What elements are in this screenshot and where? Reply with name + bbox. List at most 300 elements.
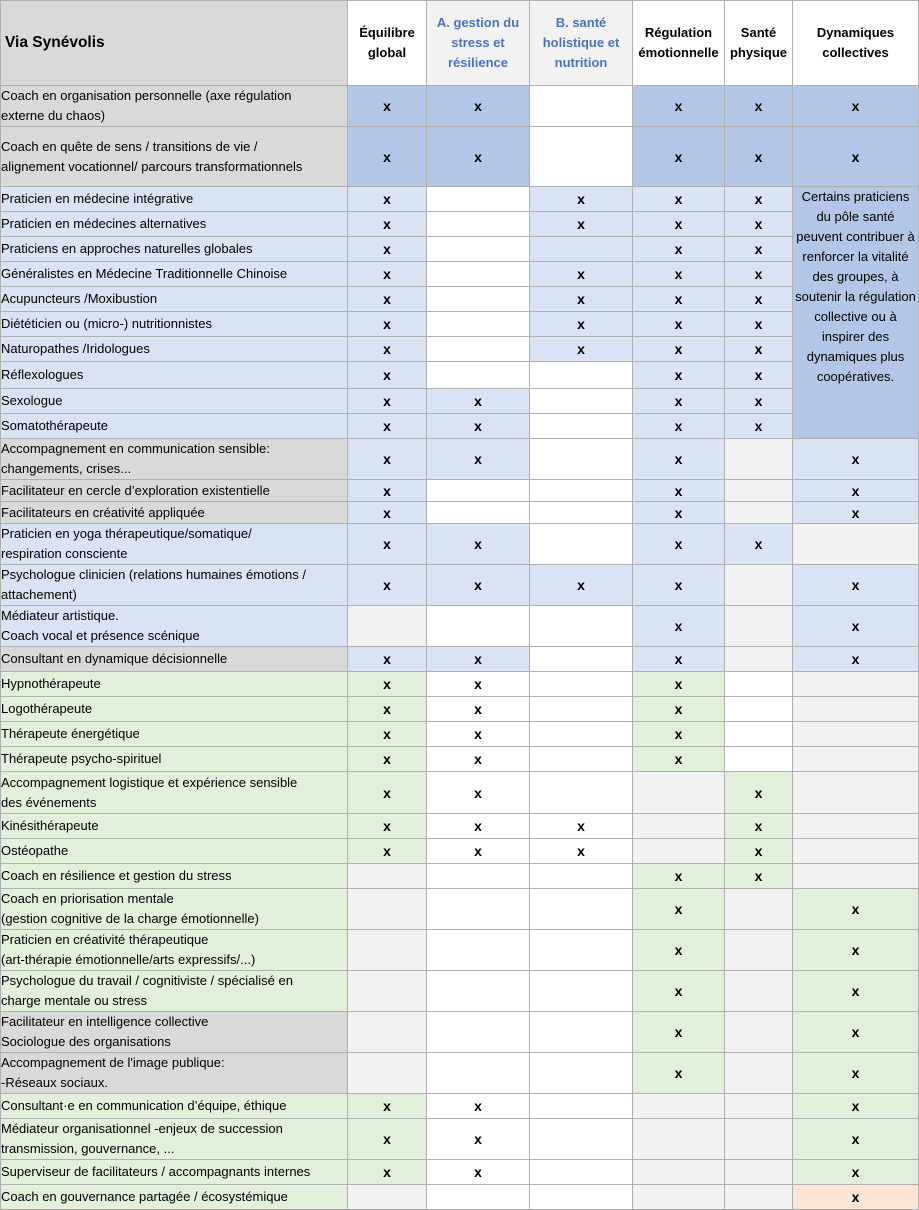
- row-label-line: (gestion cognitive de la charge émotionnelle): [1, 911, 259, 926]
- row-label-line: Praticien en créativité thérapeutique: [1, 932, 209, 947]
- empty-cell: [530, 362, 633, 389]
- check-mark-cell: x: [793, 1185, 919, 1210]
- empty-cell: [530, 1012, 633, 1053]
- check-mark-cell: x: [793, 930, 919, 971]
- empty-cell: [725, 1053, 793, 1094]
- row-label: [1, 1053, 348, 1094]
- check-mark-cell: x: [633, 502, 725, 524]
- check-mark-cell: x: [427, 565, 530, 606]
- empty-cell: [427, 262, 530, 287]
- table-row: [1, 414, 919, 439]
- empty-cell: [530, 480, 633, 502]
- empty-cell: [348, 930, 427, 971]
- empty-cell: [530, 1119, 633, 1160]
- empty-cell: [427, 1053, 530, 1094]
- check-mark-cell: x: [725, 127, 793, 187]
- empty-cell: [725, 502, 793, 524]
- table-row: [1, 747, 919, 772]
- check-mark-cell: x: [427, 439, 530, 480]
- table-row: [1, 772, 919, 814]
- row-label: [1, 502, 348, 524]
- check-mark-cell: x: [427, 839, 530, 864]
- column-header-equilibre-global: Équilibre global: [348, 1, 427, 86]
- empty-cell: [427, 187, 530, 212]
- empty-cell: [530, 524, 633, 565]
- check-mark-cell: x: [348, 480, 427, 502]
- table-row: [1, 127, 919, 187]
- table-row: [1, 1160, 919, 1185]
- column-header-gestion-stress-resilience: A. gestion du stress et résilience: [427, 1, 530, 86]
- empty-cell: [530, 237, 633, 262]
- row-label-line: Réflexologues: [1, 367, 84, 382]
- empty-cell: [348, 1053, 427, 1094]
- table-row: [1, 697, 919, 722]
- check-mark-cell: x: [725, 262, 793, 287]
- row-label-line: transmission, gouvernance, ...: [1, 1141, 175, 1156]
- empty-cell: [725, 1012, 793, 1053]
- check-mark-cell: x: [633, 312, 725, 337]
- row-label: [1, 524, 348, 565]
- check-mark-cell: x: [633, 647, 725, 672]
- empty-cell: [427, 889, 530, 930]
- empty-cell: [530, 1053, 633, 1094]
- check-mark-cell: x: [633, 337, 725, 362]
- row-label: [1, 1119, 348, 1160]
- row-label-line: Accompagnement de l'image publique:: [1, 1055, 225, 1070]
- row-label-line: Facilitateur en cercle d’exploration existentielle: [1, 482, 270, 498]
- check-mark-cell: x: [427, 647, 530, 672]
- row-label: [1, 362, 348, 389]
- row-label-line: Médiateur organisationnel -enjeux de succession: [1, 1121, 283, 1136]
- row-label-line: Somatothérapeute: [1, 418, 108, 433]
- check-mark-cell: x: [633, 971, 725, 1012]
- check-mark-cell: x: [427, 1119, 530, 1160]
- check-mark-cell: x: [725, 86, 793, 127]
- empty-cell: [530, 864, 633, 889]
- check-mark-cell: x: [348, 237, 427, 262]
- table-row: [1, 312, 919, 337]
- empty-cell: [348, 1185, 427, 1210]
- empty-cell: [427, 1012, 530, 1053]
- check-mark-cell: x: [725, 814, 793, 839]
- table-row: [1, 187, 919, 212]
- check-mark-cell: x: [348, 439, 427, 480]
- empty-cell: [793, 864, 919, 889]
- check-mark-cell: x: [633, 389, 725, 414]
- empty-cell: [427, 930, 530, 971]
- row-label: [1, 287, 348, 312]
- row-label-line: Coach en gouvernance partagée / écosystémique: [1, 1189, 288, 1204]
- empty-cell: [530, 1160, 633, 1185]
- check-mark-cell: x: [725, 772, 793, 814]
- check-mark-cell: x: [530, 262, 633, 287]
- table-row: [1, 524, 919, 565]
- column-header-sante-physique: Santé physique: [725, 1, 793, 86]
- empty-cell: [530, 747, 633, 772]
- row-label-line: -Réseaux sociaux.: [1, 1075, 108, 1090]
- check-mark-cell: x: [348, 127, 427, 187]
- check-mark-cell: x: [530, 839, 633, 864]
- check-mark-cell: x: [633, 212, 725, 237]
- check-mark-cell: x: [348, 262, 427, 287]
- check-mark-cell: x: [348, 1119, 427, 1160]
- check-mark-cell: x: [793, 606, 919, 647]
- empty-cell: [530, 414, 633, 439]
- row-label: [1, 606, 348, 647]
- table-row: [1, 287, 919, 312]
- row-label-line: Accompagnement logistique et expérience sensible: [1, 774, 298, 790]
- check-mark-cell: x: [633, 606, 725, 647]
- table-row: [1, 1185, 919, 1210]
- row-label-line: Praticien en médecine intégrative: [1, 191, 194, 206]
- check-mark-cell: x: [427, 1160, 530, 1185]
- check-mark-cell: x: [633, 362, 725, 389]
- check-mark-cell: x: [348, 86, 427, 127]
- row-label-line: Coach en résilience et gestion du stress: [1, 868, 232, 883]
- check-mark-cell: x: [427, 1094, 530, 1119]
- row-label: [1, 312, 348, 337]
- check-mark-cell: x: [725, 414, 793, 439]
- row-label-line: Hypnothérapeute: [1, 676, 101, 691]
- check-mark-cell: x: [427, 747, 530, 772]
- row-label: [1, 212, 348, 237]
- row-label: [1, 747, 348, 772]
- empty-cell: [725, 480, 793, 502]
- check-mark-cell: x: [793, 1012, 919, 1053]
- empty-cell: [725, 672, 793, 697]
- check-mark-cell: x: [793, 889, 919, 930]
- table-row: [1, 1053, 919, 1094]
- check-mark-cell: x: [633, 1053, 725, 1094]
- check-mark-cell: x: [793, 1053, 919, 1094]
- table-row: [1, 1012, 919, 1053]
- check-mark-cell: x: [793, 1119, 919, 1160]
- row-label-line: Médiateur artistique.: [1, 608, 119, 623]
- empty-cell: [793, 772, 919, 814]
- empty-cell: [427, 212, 530, 237]
- check-mark-cell: x: [427, 697, 530, 722]
- empty-cell: [725, 1160, 793, 1185]
- row-label: [1, 647, 348, 672]
- row-label-line: Coach en organisation personnelle (axe régulation: [1, 88, 292, 103]
- empty-cell: [793, 697, 919, 722]
- row-label-line: Coach vocal et présence scénique: [1, 628, 200, 643]
- empty-cell: [793, 814, 919, 839]
- check-mark-cell: x: [348, 722, 427, 747]
- check-mark-cell: x: [793, 647, 919, 672]
- check-mark-cell: x: [633, 237, 725, 262]
- table-row: [1, 814, 919, 839]
- check-mark-cell: x: [633, 187, 725, 212]
- empty-cell: [348, 1012, 427, 1053]
- check-mark-cell: x: [633, 930, 725, 971]
- check-mark-cell: x: [725, 362, 793, 389]
- row-label: [1, 480, 348, 502]
- check-mark-cell: x: [633, 747, 725, 772]
- row-label-line: Thérapeute psycho-spirituel: [1, 751, 162, 766]
- empty-cell: [530, 1185, 633, 1210]
- check-mark-cell: x: [793, 1160, 919, 1185]
- empty-cell: [725, 889, 793, 930]
- check-mark-cell: x: [348, 287, 427, 312]
- check-mark-cell: x: [427, 86, 530, 127]
- check-mark-cell: x: [348, 389, 427, 414]
- empty-cell: [725, 722, 793, 747]
- check-mark-cell: x: [633, 287, 725, 312]
- empty-cell: [530, 86, 633, 127]
- row-label: [1, 971, 348, 1012]
- table-row: [1, 565, 919, 606]
- empty-cell: [725, 565, 793, 606]
- empty-cell: [427, 287, 530, 312]
- empty-cell: [427, 312, 530, 337]
- table-row: [1, 839, 919, 864]
- row-label-line: Diététicien ou (micro-) nutritionnistes: [1, 316, 212, 331]
- empty-cell: [725, 747, 793, 772]
- row-label: [1, 1185, 348, 1210]
- row-label-line: Praticiens en approches naturelles globales: [1, 241, 253, 256]
- row-label-line: Ostéopathe: [1, 843, 69, 858]
- empty-cell: [725, 697, 793, 722]
- empty-cell: [725, 647, 793, 672]
- health-pole-note: Certains praticiens du pôle santé peuvent contribuer à renforcer la vitalité des groupes, à soutenir la régulation collective ou à inspirer des dynamiques plus coopératives.: [793, 187, 919, 439]
- check-mark-cell: x: [348, 1094, 427, 1119]
- row-label: [1, 262, 348, 287]
- row-label-line: Praticien en médecines alternatives: [1, 216, 207, 231]
- row-label-line: Sociologue des organisations: [1, 1034, 171, 1049]
- row-label: [1, 414, 348, 439]
- empty-cell: [793, 524, 919, 565]
- check-mark-cell: x: [725, 839, 793, 864]
- table-row: [1, 647, 919, 672]
- check-mark-cell: x: [348, 524, 427, 565]
- table-row: [1, 86, 919, 127]
- check-mark-cell: x: [348, 362, 427, 389]
- row-label-line: Facilitateurs en créativité appliquée: [1, 504, 205, 520]
- table-row: [1, 606, 919, 647]
- check-mark-cell: x: [725, 187, 793, 212]
- column-header-sante-holistique-nutrition: B. santé holistique et nutrition: [530, 1, 633, 86]
- empty-cell: [793, 672, 919, 697]
- check-mark-cell: x: [633, 722, 725, 747]
- empty-cell: [530, 971, 633, 1012]
- empty-cell: [427, 1185, 530, 1210]
- row-label-line: externe du chaos): [1, 108, 106, 123]
- empty-cell: [633, 772, 725, 814]
- empty-cell: [793, 722, 919, 747]
- empty-cell: [530, 606, 633, 647]
- check-mark-cell: x: [725, 337, 793, 362]
- check-mark-cell: x: [633, 697, 725, 722]
- row-label: [1, 439, 348, 480]
- empty-cell: [530, 389, 633, 414]
- check-mark-cell: x: [633, 1012, 725, 1053]
- table-row: [1, 439, 919, 480]
- empty-cell: [530, 889, 633, 930]
- row-label: [1, 930, 348, 971]
- check-mark-cell: x: [633, 86, 725, 127]
- check-mark-cell: x: [348, 414, 427, 439]
- empty-cell: [427, 971, 530, 1012]
- check-mark-cell: x: [530, 337, 633, 362]
- check-mark-cell: x: [633, 672, 725, 697]
- check-mark-cell: x: [348, 647, 427, 672]
- row-label: [1, 697, 348, 722]
- check-mark-cell: x: [530, 287, 633, 312]
- empty-cell: [427, 606, 530, 647]
- empty-cell: [530, 672, 633, 697]
- row-label-line: alignement vocationnel/ parcours transformationnels: [1, 158, 303, 174]
- check-mark-cell: x: [530, 312, 633, 337]
- table-row: [1, 502, 919, 524]
- row-label-line: Consultant·e en communication d’équipe, éthique: [1, 1098, 287, 1113]
- table-row: [1, 1094, 919, 1119]
- table-row: [1, 337, 919, 362]
- check-mark-cell: x: [348, 747, 427, 772]
- check-mark-cell: x: [793, 480, 919, 502]
- check-mark-cell: x: [793, 565, 919, 606]
- table-row: [1, 864, 919, 889]
- empty-cell: [725, 1094, 793, 1119]
- empty-cell: [725, 1185, 793, 1210]
- empty-cell: [725, 1119, 793, 1160]
- check-mark-cell: x: [348, 312, 427, 337]
- row-label-line: respiration consciente: [1, 546, 128, 561]
- table-row: [1, 362, 919, 389]
- empty-cell: [633, 814, 725, 839]
- table-row: [1, 262, 919, 287]
- empty-cell: [633, 1185, 725, 1210]
- empty-cell: [530, 439, 633, 480]
- header-row: [1, 1, 919, 86]
- row-label-line: Accompagnement en communication sensible:: [1, 441, 270, 456]
- column-header-dynamiques-collectives: Dynamiques collectives: [793, 1, 919, 86]
- row-label: [1, 672, 348, 697]
- check-mark-cell: x: [725, 864, 793, 889]
- empty-cell: [530, 722, 633, 747]
- check-mark-cell: x: [427, 772, 530, 814]
- check-mark-cell: x: [348, 1160, 427, 1185]
- check-mark-cell: x: [530, 187, 633, 212]
- check-mark-cell: x: [793, 502, 919, 524]
- empty-cell: [427, 502, 530, 524]
- row-label: [1, 1160, 348, 1185]
- check-mark-cell: x: [633, 262, 725, 287]
- check-mark-cell: x: [793, 439, 919, 480]
- check-mark-cell: x: [633, 480, 725, 502]
- row-label-line: Naturopathes /Iridologues: [1, 341, 150, 356]
- check-mark-cell: x: [348, 565, 427, 606]
- empty-cell: [427, 237, 530, 262]
- row-label-line: Acupuncteurs /Moxibustion: [1, 291, 158, 306]
- empty-cell: [725, 971, 793, 1012]
- check-mark-cell: x: [530, 212, 633, 237]
- check-mark-cell: x: [530, 565, 633, 606]
- row-label-line: Sexologue: [1, 393, 63, 408]
- empty-cell: [348, 606, 427, 647]
- row-label-line: Psychologue du travail / cognitiviste / spécialisé en: [1, 973, 293, 988]
- row-label: [1, 127, 348, 187]
- empty-cell: [348, 889, 427, 930]
- empty-cell: [530, 772, 633, 814]
- empty-cell: [793, 839, 919, 864]
- check-mark-cell: x: [427, 524, 530, 565]
- table-row: [1, 672, 919, 697]
- row-label: [1, 772, 348, 814]
- empty-cell: [427, 362, 530, 389]
- empty-cell: [793, 747, 919, 772]
- empty-cell: [725, 606, 793, 647]
- table-row: [1, 930, 919, 971]
- row-label-line: Psychologue clinicien (relations humaines émotions /: [1, 567, 306, 582]
- check-mark-cell: x: [427, 414, 530, 439]
- table-row: [1, 1119, 919, 1160]
- check-mark-cell: x: [725, 524, 793, 565]
- row-label-line: attachement): [1, 587, 77, 602]
- empty-cell: [725, 439, 793, 480]
- empty-cell: [427, 480, 530, 502]
- empty-cell: [633, 1160, 725, 1185]
- empty-cell: [530, 647, 633, 672]
- check-mark-cell: x: [348, 672, 427, 697]
- row-label: [1, 337, 348, 362]
- check-mark-cell: x: [530, 814, 633, 839]
- check-mark-cell: x: [633, 414, 725, 439]
- row-label-line: Kinésithérapeute: [1, 818, 99, 833]
- check-mark-cell: x: [793, 86, 919, 127]
- check-mark-cell: x: [793, 1094, 919, 1119]
- check-mark-cell: x: [348, 337, 427, 362]
- row-label-line: Coach en quête de sens / transitions de vie /: [1, 138, 258, 154]
- check-mark-cell: x: [725, 389, 793, 414]
- row-label: [1, 839, 348, 864]
- row-label: [1, 86, 348, 127]
- row-label-line: charge mentale ou stress: [1, 993, 147, 1008]
- row-label: [1, 889, 348, 930]
- table-row: [1, 237, 919, 262]
- row-label-line: des événements: [1, 794, 97, 810]
- check-mark-cell: x: [633, 524, 725, 565]
- row-label: [1, 187, 348, 212]
- table-title: Via Synévolis: [1, 1, 348, 86]
- empty-cell: [530, 697, 633, 722]
- table-row: [1, 889, 919, 930]
- empty-cell: [725, 930, 793, 971]
- row-label: [1, 237, 348, 262]
- empty-cell: [530, 930, 633, 971]
- table-row: [1, 971, 919, 1012]
- table-row: [1, 722, 919, 747]
- check-mark-cell: x: [348, 187, 427, 212]
- check-mark-cell: x: [633, 127, 725, 187]
- empty-cell: [633, 1119, 725, 1160]
- check-mark-cell: x: [348, 212, 427, 237]
- row-label: [1, 389, 348, 414]
- row-label-line: Facilitateur en intelligence collective: [1, 1014, 209, 1029]
- check-mark-cell: x: [725, 212, 793, 237]
- row-label-line: Logothérapeute: [1, 701, 93, 716]
- check-mark-cell: x: [427, 722, 530, 747]
- row-label: [1, 1094, 348, 1119]
- check-mark-cell: x: [427, 389, 530, 414]
- row-label: [1, 814, 348, 839]
- table-row: [1, 480, 919, 502]
- row-label-line: Praticien en yoga thérapeutique/somatique/: [1, 526, 252, 541]
- row-label-line: Superviseur de facilitateurs / accompagnants internes: [1, 1164, 311, 1179]
- row-label-line: Thérapeute énergétique: [1, 726, 140, 741]
- check-mark-cell: x: [633, 889, 725, 930]
- check-mark-cell: x: [348, 697, 427, 722]
